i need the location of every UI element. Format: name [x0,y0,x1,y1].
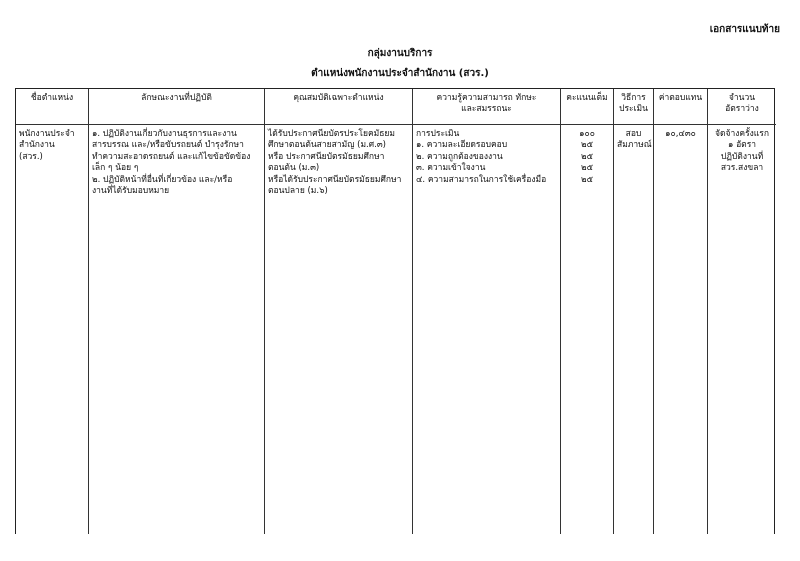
header-full-score: คะแนนเต็ม [561,89,614,125]
cell-knowledge: การประเมิน ๑. ความละเอียดรอบคอบ ๒. ความถูกต้องของงาน ๓. ความเข้าใจงาน ๔. ความสามารถในการใช้เครื่องมือ [413,125,561,534]
header-knowledge: ความรู้ความสามารถ ทักษะ และสมรรถนะ [413,89,561,125]
cell-full-score: ๑๐๐ ๒๕ ๒๕ ๒๕ ๒๕ [561,125,614,534]
header-duties: ลักษณะงานที่ปฏิบัติ [89,89,265,125]
attachment-label: เอกสารแนบท้าย [709,24,780,35]
header-compensation: ค่าตอบแทน [654,89,708,125]
cell-compensation: ๑๐,๔๓๐ [654,125,708,534]
header-qualifications: คุณสมบัติเฉพาะตำแหน่ง [265,89,413,125]
header-vacancies: จำนวน อัตราว่าง [708,89,776,125]
header-position-name: ชื่อตำแหน่ง [16,89,89,125]
header-method: วิธีการ ประเมิน [614,89,654,125]
cell-method: สอบ สัมภาษณ์ [614,125,654,534]
group-title: กลุ่มงานบริการ [367,48,433,59]
position-title: ตำแหน่งพนักงานประจำสำนักงาน (สวร.) [311,68,489,79]
position-table [15,88,775,534]
cell-vacancies: จัดจ้างครั้งแรก ๑ อัตรา ปฏิบัติงานที่ สวร.สงขลา [715,129,769,174]
cell-position-name: พนักงานประจำ สำนักงาน (สวร.) [16,125,89,534]
cell-duties: ๑. ปฏิบัติงานเกี่ยวกับงานธุรการและงาน สารบรรณ และ/หรือขับรถยนต์ บำรุงรักษา ทำความสะอาดรถยนต์ และแก้ไขข้อขัดข้อง เล็ก ๆ น้อย ๆ ๒. ปฏิบัติหน้าที่อื่นที่เกี่ยวข้อง และ/หรือ งานที่ได้รับมอบหมาย [89,125,265,534]
cell-qualifications: ได้รับประกาศนียบัตรประโยคมัธยม ศึกษาตอนต้นสายสามัญ (ม.ศ.๓) หรือ ประกาศนียบัตรมัธยมศึกษา ตอนต้น (ม.๓) หรือได้รับประกาศนียบัตรมัธยมศึกษา ตอนปลาย (ม.๖) [265,125,413,534]
